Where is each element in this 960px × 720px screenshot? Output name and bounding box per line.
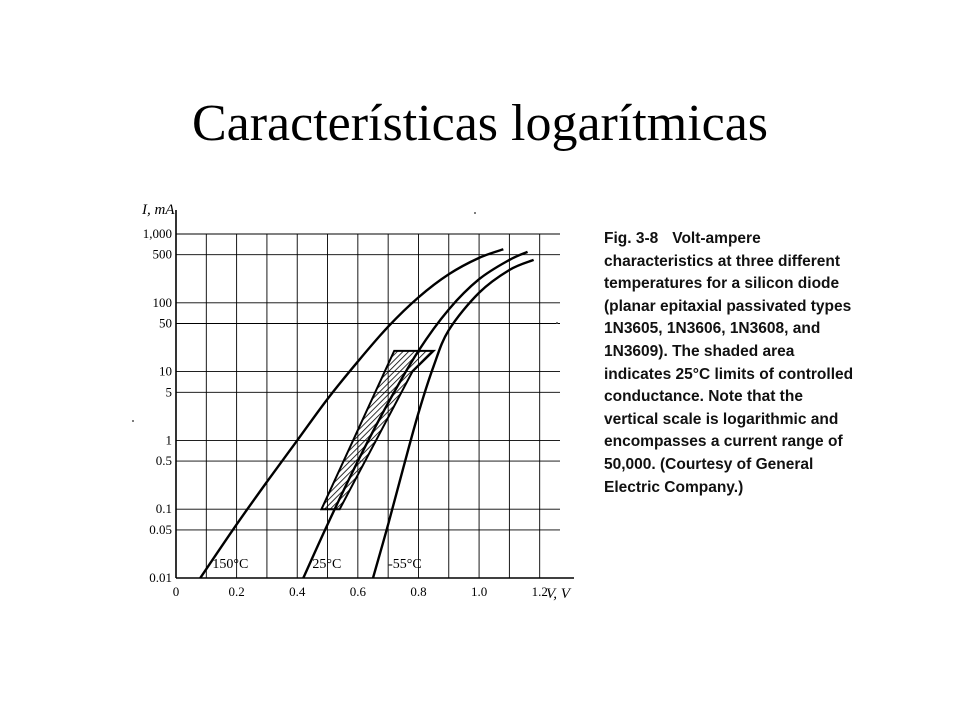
y-tick-label: 50 — [159, 315, 172, 331]
y-tick-label: 500 — [152, 246, 172, 262]
slide-title: Características logarítmicas — [191, 95, 769, 152]
y-tick-label: 1 — [165, 432, 172, 448]
y-tick-label: 10 — [159, 363, 172, 379]
x-tick-label: 0.8 — [410, 584, 427, 599]
x-tick-label: 0.4 — [289, 584, 306, 599]
shaded-region-25c — [321, 351, 433, 509]
x-tick-label: 0.6 — [349, 584, 366, 599]
scan-speck — [556, 322, 558, 324]
diode-vi-chart — [128, 196, 588, 616]
caption-text: Volt-ampere characteristics at three different temperatures for a silicon diode (planar epitaxial passivated types 1N3605, 1N3606, 1N3608, and 1N3609). The shaded area indicates 25°C limits of controlled conductance. Note that the vertical scale is logarithmic and encompasses a current range of 50,000. (Courtesy of General Electric Company.) — [604, 230, 854, 496]
y-tick-label: 0.05 — [149, 521, 172, 537]
x-tick-label: 1.0 — [470, 584, 488, 599]
y-tick-label: 1,000 — [142, 226, 172, 241]
figure-label: Fig. 3-8 — [604, 230, 659, 247]
y-tick-label: 0.1 — [155, 501, 172, 517]
figure-caption — [604, 228, 854, 499]
y-axis-label: I, mA — [142, 202, 175, 218]
x-axis-label: V, V — [546, 586, 570, 602]
y-tick-label: 100 — [152, 294, 172, 310]
series-label: 25°C — [312, 556, 342, 572]
x-tick-label: 0 — [172, 584, 180, 599]
y-tick-label: 5 — [165, 384, 172, 400]
tick-labels — [143, 226, 548, 599]
scan-speck — [474, 212, 476, 214]
series-label: -55°C — [388, 556, 422, 572]
shaded-region-layer — [321, 351, 433, 509]
x-tick-label: 1.2 — [531, 584, 548, 599]
series-labels — [212, 557, 421, 572]
scan-speck — [132, 420, 134, 422]
x-tick-label: 0.2 — [228, 584, 245, 599]
y-tick-label: 0.5 — [155, 453, 172, 469]
series-label: 150°C — [212, 556, 249, 572]
y-tick-label: 0.01 — [149, 570, 172, 585]
